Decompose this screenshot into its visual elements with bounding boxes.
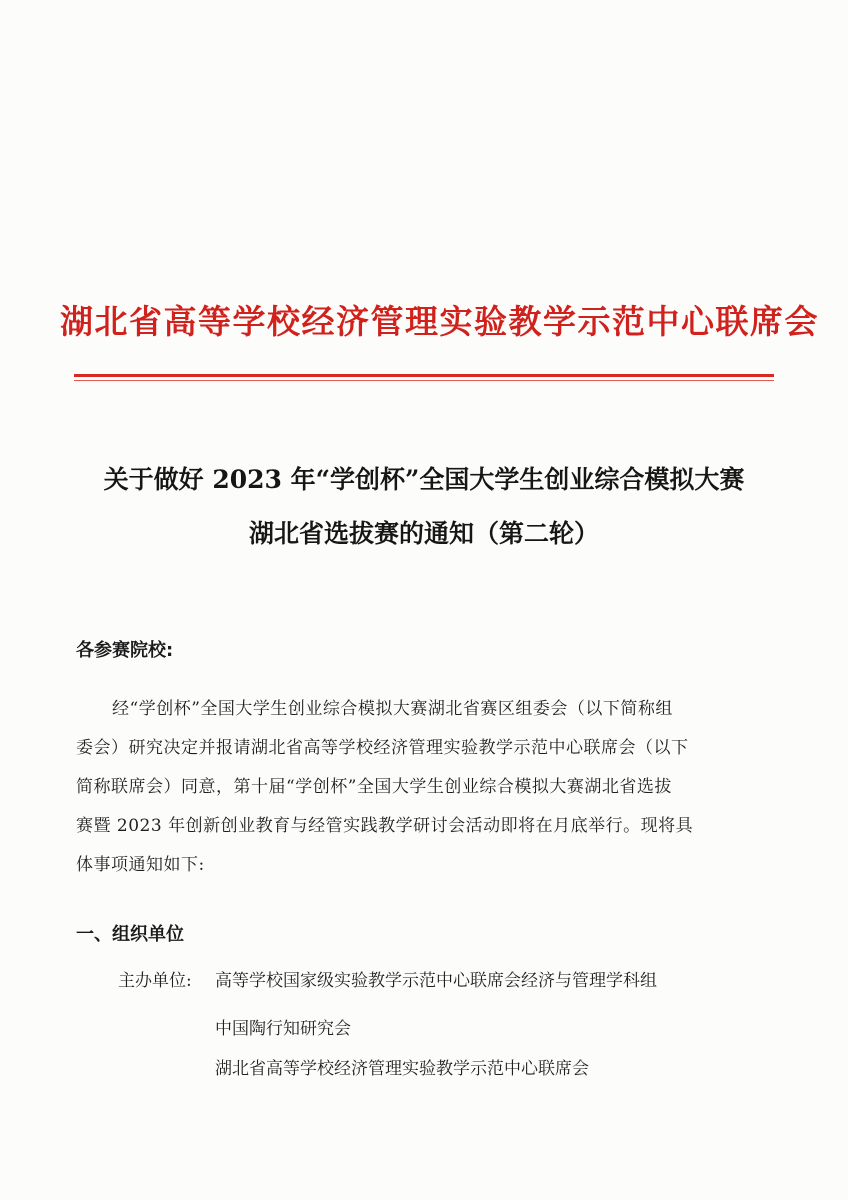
host-item: 高等学校国家级实验教学示范中心联席会经济与管理学科组 [215, 971, 657, 991]
letterhead-red-rule [74, 374, 774, 377]
body-line: 简称联席会）同意，第十届“学创杯”全国大学生创业综合模拟大赛湖北省选拔 [76, 777, 672, 797]
salutation: 各参赛院校: [76, 640, 174, 661]
letterhead-org-name: 湖北省高等学校经济管理实验教学示范中心联席会 [60, 302, 819, 341]
section-heading-organizers: 一、组织单位 [76, 924, 184, 945]
host-item: 湖北省高等学校经济管理实验教学示范中心联席会 [215, 1059, 589, 1079]
letterhead-red-rule-thin [74, 380, 774, 381]
body-line: 赛暨 2023 年创新创业教育与经管实践教学研讨会活动即将在月底举行。现将具 [76, 816, 694, 836]
host-label: 主办单位: [118, 971, 192, 991]
document-title-line-2: 湖北省选拔赛的通知（第二轮） [248, 519, 599, 548]
document-title-line-1: 关于做好 2023 年“学创杯”全国大学生创业综合模拟大赛 [103, 465, 745, 494]
body-paragraph [76, 690, 776, 885]
host-item: 中国陶行知研究会 [215, 1019, 351, 1039]
body-line: 经“学创杯”全国大学生创业综合模拟大赛湖北省赛区组委会（以下简称组 [112, 699, 673, 719]
body-line: 委会）研究决定并报请湖北省高等学校经济管理实验教学示范中心联席会（以下 [76, 738, 689, 758]
body-line: 体事项通知如下: [76, 855, 205, 875]
